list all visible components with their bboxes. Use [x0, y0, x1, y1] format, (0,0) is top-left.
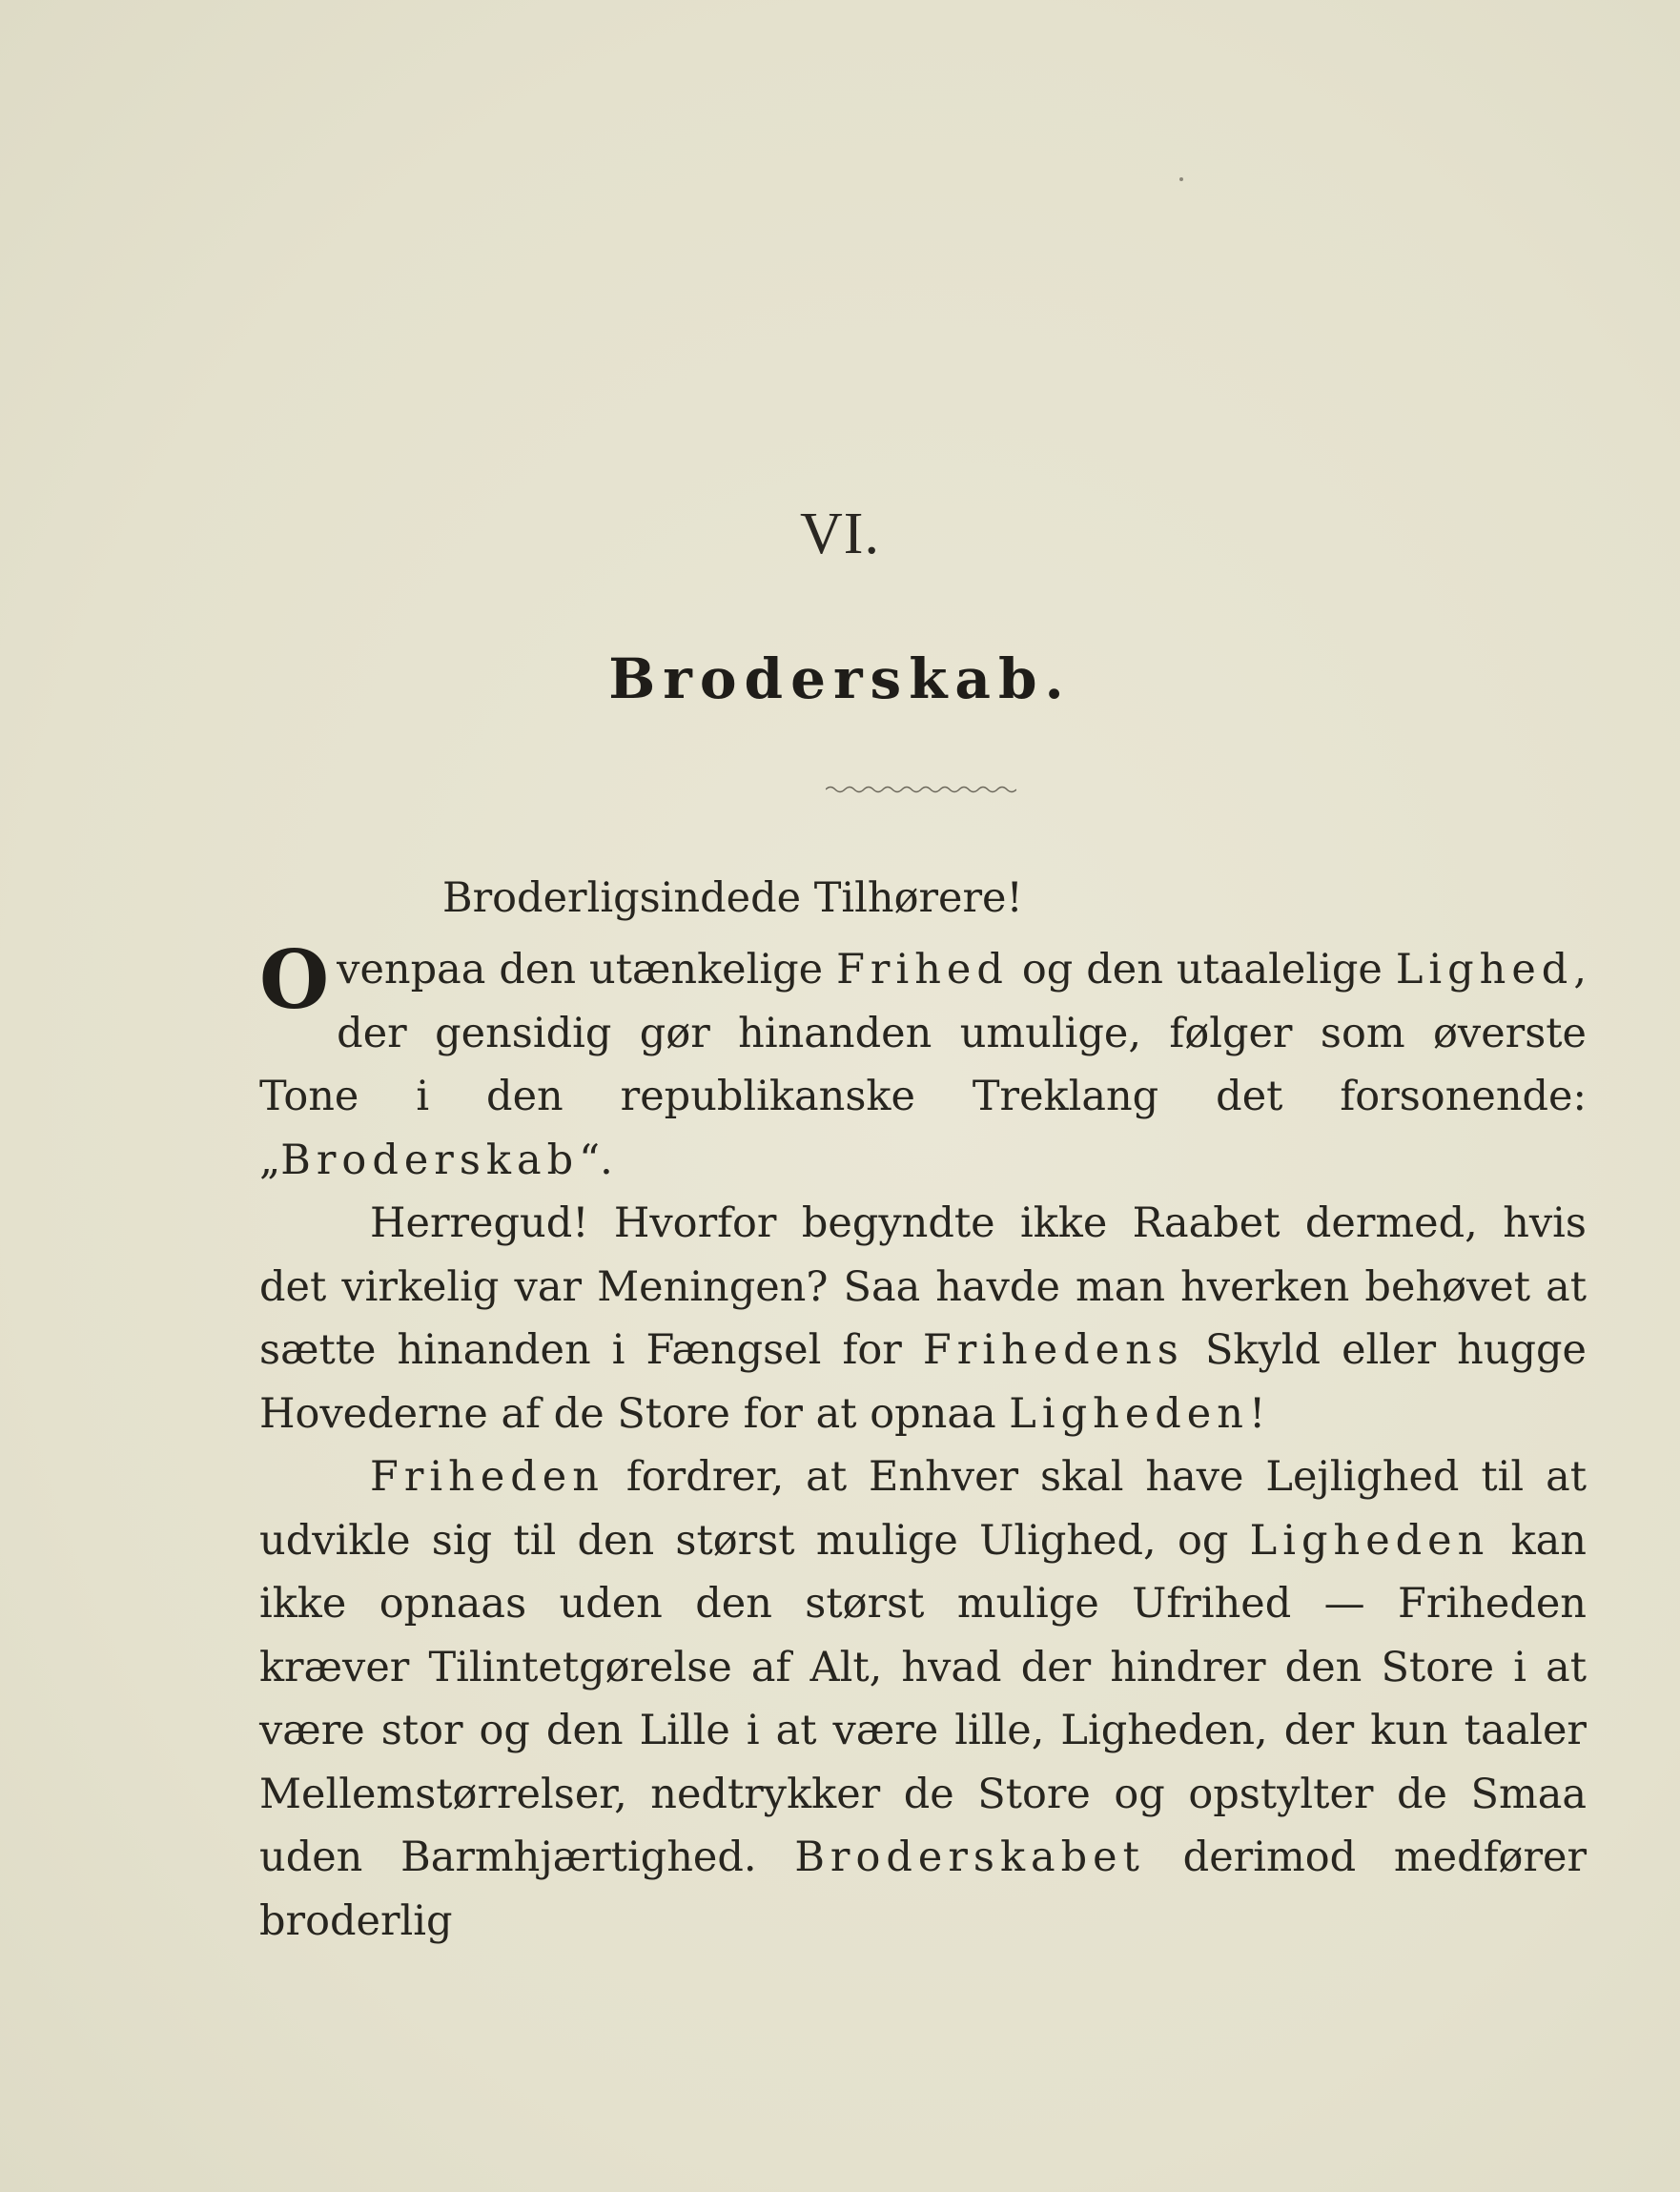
text-segment: “.: [579, 1136, 613, 1184]
text-segment: og den utaalelige: [1008, 946, 1396, 994]
emphasized-text: Broderskabet: [794, 1833, 1145, 1881]
emphasized-text: Friheden: [370, 1453, 604, 1501]
ornament-divider: [826, 780, 1016, 799]
text-segment: !: [1248, 1389, 1266, 1438]
text-segment: derimod medfører broderlig: [259, 1833, 1588, 1945]
text-segment: fordrer, at Enhver skal have Lejlighed til at udvikle sig til den størst mulige Ulighed, og: [259, 1453, 1587, 1565]
drop-cap: O: [259, 932, 330, 1027]
emphasized-text: Frihedens: [922, 1326, 1184, 1374]
print-speck: [1179, 177, 1183, 181]
emphasized-text: Lighed: [1395, 946, 1574, 994]
text-segment: Herregud! Hvorfor begyndte ikke Raabet dermed, hvis det virkelig var Meningen? Saa havde man hverken behøvet at sætte hinanden i Fængsel for: [259, 1199, 1587, 1374]
emphasized-text: Ligheden: [1249, 1516, 1490, 1565]
chapter-number: VI.: [800, 502, 880, 566]
text-segment: venpaa den utænkelige: [337, 946, 837, 994]
paragraph: [259, 1445, 1587, 1953]
body-text: [259, 858, 1587, 1953]
text-segment: kan ikke opnaas uden den størst mulige Ufrihed — Friheden kræver Tilintetgørelse af Alt, hvad der hindrer den Store i at være stor og den Lille i at være lille, Ligheden, der kun taaler Mellemstørrelser, nedtrykker de Store og opstylter de Smaa uden Barmhjærtighed.: [259, 1516, 1587, 1881]
emphasized-text: Frihed: [836, 946, 1009, 994]
paragraph: [259, 1192, 1587, 1445]
chapter-title: Broderskab.: [608, 646, 1072, 711]
paragraph: [259, 932, 1587, 1192]
salutation: Broderligsindede Tilhørere!: [442, 874, 1023, 922]
text-segment: , der gensidig gør hinanden umulige, følger som øverste Tone i den republikanske Treklang det forsonende: „: [259, 946, 1587, 1184]
emphasized-text: Ligheden: [1009, 1389, 1249, 1438]
text-segment: Skyld eller hugge Hovederne af de Store for at opnaa: [259, 1326, 1587, 1438]
emphasized-text: Broderskab: [280, 1136, 580, 1184]
paragraphs: [259, 932, 1588, 1953]
